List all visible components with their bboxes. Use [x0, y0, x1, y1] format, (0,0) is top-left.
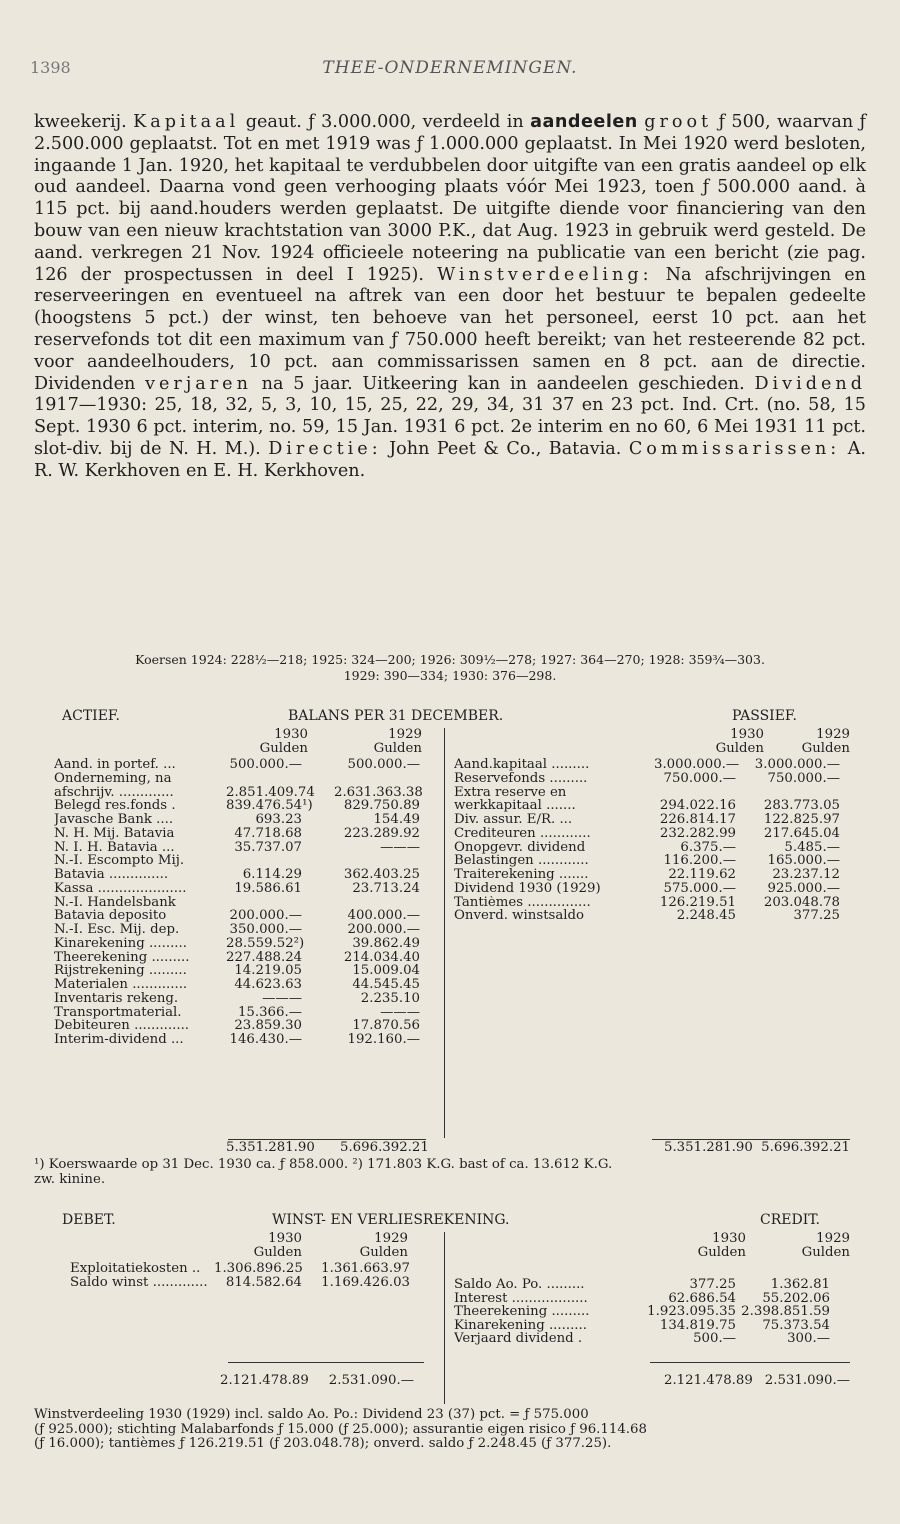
- value-1929: 2.235.10: [360, 990, 420, 1006]
- table-row: [454, 1292, 830, 1306]
- row-label: Rijstrekening .........: [54, 964, 187, 978]
- table-row: [54, 923, 420, 937]
- value-1930: 377.25: [689, 1277, 736, 1292]
- value-1930: 22.119.62: [668, 867, 736, 882]
- value-1930: 35.737.07: [234, 839, 302, 855]
- text-segment: kweekerij.: [34, 112, 127, 132]
- table-row: [454, 758, 840, 772]
- value-1929: 165.000.—: [767, 853, 840, 869]
- row-label: Transportmaterial.: [54, 1005, 182, 1020]
- total-actief-1930: 5.351.281.90: [226, 1140, 315, 1155]
- value-1929: 223.289.92: [343, 825, 420, 841]
- row-label: N. H. Mij. Batavia: [54, 826, 175, 841]
- aandeelen-label: aandeelen: [530, 112, 638, 132]
- value-1930: 1.306.896.25: [214, 1261, 303, 1276]
- row-label: N. I. H. Batavia ...: [54, 840, 175, 855]
- value-1930: 350.000.—: [229, 922, 302, 937]
- col-year-1929: 1929 Gulden: [373, 727, 422, 756]
- value-1930: 3.000.000.—: [654, 757, 740, 772]
- total-rule: [228, 1362, 424, 1363]
- value-1930: 1.923.095.35: [647, 1304, 736, 1320]
- value-1929: 300.—: [787, 1331, 830, 1347]
- koersen-line: Koersen 1924: 228½—218; 1925: 324—200; 1926: 309½—278; 1927: 364—270; 1928: 359¾—303.: [135, 652, 765, 667]
- col-year-1930: 1930 Gulden: [259, 727, 308, 756]
- total-actief-1929: 5.696.392.21: [340, 1140, 429, 1155]
- table-row: [54, 827, 420, 841]
- value-1930: 839.476.54¹): [226, 798, 313, 814]
- text-segment: Na afschrijvingen en reserveeringen en eventueel na aftrek van een door het bestuur te bepalen gedeelte (hoogstens 5 pct.) der winst, ten behoeve van het personeel, eerst 10 pct. aan het reservefonds tot dit een maximum van ƒ 750.000 heeft bereikt; van het resteerende 82 pct. voor aandeelhouders, 10 pct. aan commissarissen samen en 8 pct. aan de directie. Dividenden: [34, 264, 867, 394]
- company-description: [34, 112, 866, 483]
- total-debet-1930: 2.121.478.89: [220, 1373, 309, 1388]
- table-row: [454, 813, 840, 827]
- value-1929: 44.545.45: [352, 977, 420, 992]
- passief-heading: PASSIEF.: [732, 708, 797, 724]
- groot-label: groot: [644, 112, 713, 132]
- value-1930: 23.859.30: [234, 1018, 302, 1034]
- table-row: [54, 799, 420, 813]
- row-label: Belegd res.fonds .: [54, 799, 176, 813]
- table-row: [454, 854, 840, 868]
- row-label: Kassa .....................: [54, 881, 187, 896]
- table-row: [54, 978, 420, 992]
- value-1930: 226.814.17: [659, 812, 736, 827]
- text-segment: 1917—1930: 25, 18, 32, 5, 3, 10, 15, 25, 22, 29, 34, 31 37 en 23 pct. Ind. Crt. (no. 58, 15 Sept. 1930 6 pct. interim, no. 59, 15 Jan. 1931 6 pct. 2e interim en no 60, 6 Mei 1931 11 pct. slot-div. bij de N. H. M.).: [34, 395, 866, 459]
- table-row: [54, 992, 420, 1006]
- text-segment: geaut. ƒ 3.000.000, verdeeld in: [245, 112, 524, 132]
- value-1929: 55.202.06: [762, 1290, 830, 1306]
- row-label: Inventaris rekeng.: [54, 991, 179, 1006]
- table-row: [54, 896, 420, 910]
- col-year-1930: 1930 Gulden: [253, 1231, 302, 1260]
- column-divider: [444, 728, 445, 1138]
- value-1930: 134.819.75: [659, 1317, 736, 1333]
- value-1929: 377.25: [793, 908, 840, 924]
- row-label: Kinarekening .........: [54, 936, 187, 951]
- col-year-1930: 1930 Gulden: [715, 727, 764, 756]
- row-label: Javasche Bank ....: [54, 813, 174, 827]
- table-row: [454, 1305, 830, 1319]
- value-1929: 1.169.426.03: [321, 1274, 410, 1290]
- table-row: [54, 772, 420, 786]
- value-1929: ———: [380, 839, 420, 855]
- table-row: [454, 1278, 830, 1292]
- value-1929: 17.870.56: [352, 1018, 420, 1034]
- value-1930: 146.430.—: [229, 1032, 302, 1047]
- page-number: 1398: [30, 58, 71, 77]
- value-1930: 693.23: [255, 812, 302, 827]
- row-label: Theerekening .........: [454, 1305, 590, 1319]
- value-1930: 575.000.—: [663, 880, 736, 896]
- table-row: [54, 909, 420, 923]
- value-1929: 925.000.—: [767, 880, 840, 896]
- table-row: [70, 1262, 410, 1276]
- row-label: Batavia ..............: [54, 868, 169, 882]
- value-1930: 28.559.52²): [226, 935, 305, 951]
- value-1929: 3.000.000.—: [754, 757, 840, 772]
- row-label: Onverd. winstsaldo: [454, 909, 585, 923]
- table-row: [54, 1033, 420, 1047]
- running-title: THEE-ONDERNEMINGEN.: [322, 58, 578, 78]
- value-1930: 126.219.51: [659, 894, 736, 910]
- dividend-label: Dividend: [754, 373, 867, 394]
- row-label: Saldo winst .............: [70, 1275, 208, 1290]
- balance-footnote: [34, 1158, 870, 1187]
- row-label: N.-I. Escompto Mij.: [54, 854, 185, 868]
- commissarissen-label: Commissarissen:: [628, 438, 841, 459]
- row-label: Onopgevr. dividend: [454, 840, 586, 855]
- table-row: [454, 786, 840, 800]
- pl-headings: [30, 1214, 870, 1230]
- value-1930: 232.282.99: [659, 825, 736, 841]
- value-1929: 829.750.89: [343, 798, 420, 814]
- text-segment: na 5 jaar. Uitkeering kan in aandeelen geschieden.: [261, 373, 745, 394]
- table-row: [54, 813, 420, 827]
- value-1930: 500.000.—: [229, 757, 302, 772]
- value-1929: 5.485.—: [784, 839, 840, 855]
- row-label: Interim-dividend ...: [54, 1033, 184, 1047]
- value-1929: 200.000.—: [347, 922, 420, 937]
- row-label: Theerekening .........: [54, 950, 190, 965]
- page-header: [30, 58, 870, 84]
- value-1930: 14.219.05: [234, 963, 302, 979]
- col-year-1930: 1930 Gulden: [697, 1231, 746, 1260]
- value-1929: 1.362.81: [770, 1277, 830, 1292]
- winstverdeeling-label: Winstverdeeling:: [437, 264, 653, 285]
- row-label: werkkapitaal .......: [454, 799, 576, 813]
- value-1929: 122.825.97: [763, 812, 840, 827]
- row-label: Materialen .............: [54, 978, 188, 992]
- table-row: [54, 854, 420, 868]
- row-label: Reservefonds .........: [454, 771, 588, 786]
- row-label: N.-I. Esc. Mij. dep.: [54, 923, 180, 937]
- value-1930: 116.200.—: [663, 853, 736, 869]
- value-1929: 203.048.78: [763, 894, 840, 910]
- row-label: Batavia deposito: [54, 909, 167, 923]
- value-1929: 2.398.851.59: [741, 1304, 830, 1320]
- winstverdeeling-footnote: [34, 1408, 870, 1452]
- value-1930: 200.000.—: [229, 908, 302, 924]
- value-1930: 750.000.—: [663, 770, 736, 786]
- table-row: [454, 896, 840, 910]
- table-row: [54, 841, 420, 855]
- table-row: [454, 1332, 830, 1346]
- footnote-line: (ƒ 16.000); tantièmes ƒ 126.219.51 (ƒ 203.048.78); onverd. saldo ƒ 2.248.45 (ƒ 377.25).: [34, 1436, 612, 1451]
- value-1929: 23.237.12: [772, 867, 840, 882]
- value-1929: 2.631.363.38: [334, 784, 423, 800]
- value-1929: 750.000.—: [767, 770, 840, 786]
- value-1930: 15.366.—: [237, 1004, 302, 1020]
- value-1929: 75.373.54: [762, 1317, 830, 1333]
- profit-loss-account: [30, 1214, 870, 1474]
- table-row: [54, 1019, 420, 1033]
- col-year-1929: 1929 Gulden: [801, 727, 850, 756]
- value-1929: 400.000.—: [347, 908, 420, 924]
- value-1929: 15.009.04: [352, 963, 420, 979]
- footnote-line: Winstverdeeling 1930 (1929) incl. saldo Ao. Po.: Dividend 23 (37) pct. = ƒ 575.000: [34, 1407, 589, 1422]
- value-1930: 44.623.63: [234, 977, 302, 992]
- value-1929: ———: [380, 1004, 420, 1020]
- row-label: Saldo Ao. Po. .........: [454, 1278, 585, 1292]
- directie-label: Directie:: [268, 438, 382, 459]
- value-1930: 2.248.45: [676, 908, 736, 924]
- footnote-line: zw. kinine.: [34, 1171, 106, 1187]
- row-label: Extra reserve en: [454, 785, 567, 800]
- total-passief-1930: 5.351.281.90: [664, 1140, 753, 1155]
- footnote-line: (ƒ 925.000); stichting Malabarfonds ƒ 15.000 (ƒ 25.000); assurantie eigen risico ƒ 96.114.68: [34, 1421, 647, 1437]
- table-row: [454, 841, 840, 855]
- column-divider: [444, 1232, 445, 1404]
- total-credit-1929: 2.531.090.—: [764, 1373, 850, 1388]
- credit-heading: CREDIT.: [760, 1212, 820, 1228]
- value-1929: 154.49: [373, 812, 420, 827]
- row-label: N.-I. Handelsbank: [54, 895, 176, 910]
- row-label: Verjaard dividend .: [454, 1332, 583, 1346]
- text-segment: John Peet & Co., Batavia.: [389, 438, 622, 459]
- value-1929: 1.361.663.97: [321, 1261, 410, 1276]
- row-label: Belastingen ............: [454, 854, 589, 868]
- row-label: Crediteuren ............: [454, 826, 591, 841]
- total-rule: [650, 1362, 850, 1363]
- table-row: [454, 827, 840, 841]
- value-1929: 283.773.05: [763, 798, 840, 814]
- row-label: Dividend 1930 (1929): [454, 881, 601, 896]
- value-1929: 23.713.24: [352, 880, 420, 896]
- text-segment: A. R. W. Kerkhoven en E. H. Kerkhoven.: [34, 438, 866, 481]
- value-1930: 294.022.16: [659, 798, 736, 814]
- value-1930: 2.851.409.74: [226, 784, 315, 800]
- col-year-1929: 1929 Gulden: [801, 1231, 850, 1260]
- table-row: [454, 1319, 830, 1333]
- row-label: Kinarekening .........: [454, 1318, 587, 1333]
- row-label: Tantièmes ...............: [454, 895, 591, 910]
- debet-heading: DEBET.: [62, 1212, 116, 1228]
- balance-title: BALANS PER 31 DECEMBER.: [288, 708, 504, 724]
- table-row: [54, 951, 420, 965]
- footnote-line: ¹) Koerswaarde op 31 Dec. 1930 ca. ƒ 858.000. ²) 171.803 K.G. bast of ca. 13.612 K.G.: [34, 1157, 613, 1172]
- value-1929: 362.403.25: [343, 867, 420, 882]
- value-1930: 6.375.—: [680, 839, 736, 855]
- table-row: [54, 758, 420, 772]
- table-row: [454, 799, 840, 813]
- total-passief-1929: 5.696.392.21: [761, 1140, 850, 1155]
- value-1930: 227.488.24: [226, 949, 303, 965]
- value-1930: 62.686.54: [668, 1290, 736, 1306]
- value-1930: 6.114.29: [242, 867, 302, 882]
- table-row: [70, 1276, 410, 1290]
- koersen-block: [30, 652, 870, 684]
- row-label: Aand.kapitaal .........: [454, 758, 590, 772]
- table-row: [54, 964, 420, 978]
- row-label: Traiterekening .......: [454, 868, 589, 882]
- value-1930: 47.718.68: [234, 825, 302, 841]
- balance-sheet: [30, 710, 870, 1190]
- value-1929: 217.645.04: [763, 825, 840, 841]
- table-row: [54, 937, 420, 951]
- table-row: [454, 882, 840, 896]
- row-label: Interest ..................: [454, 1291, 588, 1306]
- col-year-1929: 1929 Gulden: [359, 1231, 408, 1260]
- actief-heading: ACTIEF.: [62, 708, 120, 724]
- description-paragraph: [34, 112, 866, 483]
- value-1930: ———: [262, 990, 302, 1006]
- text-segment: ƒ 500, waarvan ƒ 2.500.000 geplaatst. Tot en met 1919 was ƒ 1.000.000 geplaatst. In Mei 1920 werd besloten, ingaande 1 Jan. 1920, het kapitaal te verdubbelen door uitgifte van een gratis aandeel op elk oud aandeel. Daarna vond geen verhooging plaats vóór Mei 1923, toen ƒ 500.000 aand. à 115 pct. bij aand.houders werden geplaatst. De uitgifte diende voor financiering van den bouw van een nieuw krachtstation van 3000 P.K., dat Aug. 1923 in gebruik werd gesteld. De aand. verkregen 21 Nov. 1924 officieele noteering na publicatie van een bericht (zie pag. 126 der prospectussen in deel I 1925).: [34, 112, 867, 285]
- table-row: [54, 784, 423, 800]
- kapitaal-label: Kapitaal: [133, 112, 240, 132]
- value-1930: 500.—: [693, 1331, 736, 1347]
- row-label: Div. assur. E/R. ...: [454, 813, 573, 827]
- total-debet-1929: 2.531.090.—: [328, 1373, 414, 1388]
- table-row: [454, 868, 840, 882]
- verjaren-label: verjaren: [145, 373, 252, 394]
- row-label: Onderneming, na: [54, 771, 172, 786]
- table-row: [54, 868, 420, 882]
- table-row: [454, 909, 840, 923]
- row-label: Exploitatiekosten ..: [70, 1262, 201, 1276]
- row-label: afschrijv. .............: [54, 785, 174, 800]
- row-label: Aand. in portef. ...: [54, 758, 176, 772]
- total-credit-1930: 2.121.478.89: [664, 1373, 753, 1388]
- value-1929: 192.160.—: [347, 1032, 420, 1047]
- row-label: Debiteuren .............: [54, 1019, 190, 1033]
- value-1929: 39.862.49: [352, 935, 420, 951]
- value-1929: 214.034.40: [343, 949, 420, 965]
- koersen-line: 1929: 390—334; 1930: 376—298.: [343, 668, 557, 683]
- value-1930: 814.582.64: [225, 1274, 302, 1290]
- pl-title: WINST- EN VERLIESREKENING.: [272, 1212, 510, 1228]
- balance-headings: [30, 710, 870, 726]
- value-1929: 500.000.—: [347, 757, 420, 772]
- table-row: [454, 772, 840, 786]
- table-row: [54, 882, 420, 896]
- table-row: [54, 1006, 420, 1020]
- value-1930: 19.586.61: [234, 880, 302, 896]
